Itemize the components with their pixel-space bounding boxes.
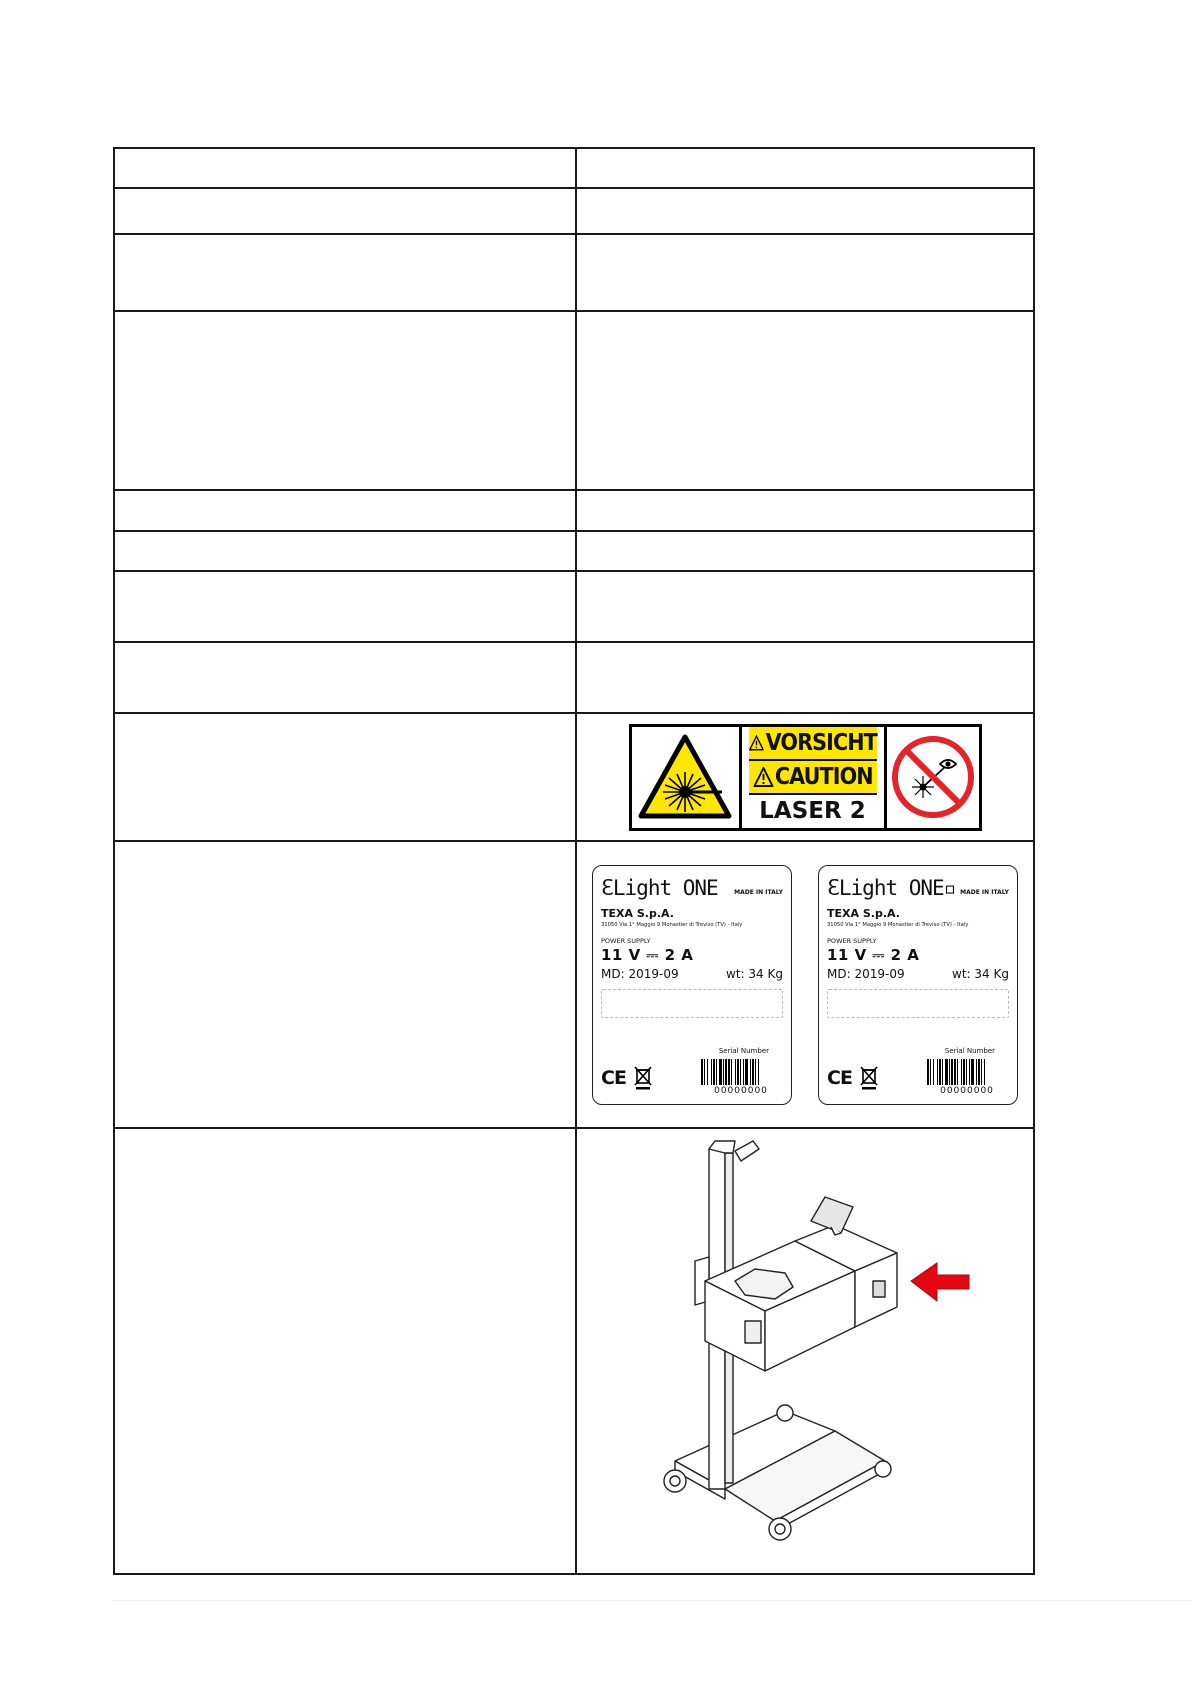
table-row <box>114 311 1034 490</box>
weight: wt: 34 Kg <box>952 966 1009 981</box>
laser-warning-sign <box>629 724 982 831</box>
table-cell <box>114 531 576 571</box>
table-row <box>114 234 1034 311</box>
table-row-rating-plates <box>114 841 1034 1128</box>
warning-band-caution <box>749 761 877 795</box>
warning-text: VORSICHT <box>765 729 877 756</box>
rating-plate <box>592 865 792 1105</box>
table-cell <box>114 571 576 642</box>
red-arrow-icon <box>911 1263 969 1301</box>
rating-plate <box>818 865 1018 1105</box>
table-row <box>114 531 1034 571</box>
power-supply-label: POWER SUPPLY <box>601 936 651 945</box>
power-rating: 11 V ⎓ 2 A <box>601 945 694 964</box>
table-cell <box>576 490 1034 531</box>
weight: wt: 34 Kg <box>726 966 783 981</box>
brand-logo: ℇLight ONE▫ <box>827 875 956 900</box>
ce-mark: CE <box>601 1066 626 1089</box>
table-row <box>114 571 1034 642</box>
manufacture-date: MD: 2019-09 <box>827 966 905 981</box>
table-row <box>114 148 1034 188</box>
barcode <box>927 1059 1007 1085</box>
table-row <box>114 490 1034 531</box>
warning-band-vorsicht <box>749 727 877 761</box>
weee-bin-icon <box>860 1066 878 1090</box>
table-cell <box>576 642 1034 713</box>
company-name: TEXA S.p.A. <box>827 906 900 920</box>
company-name: TEXA S.p.A. <box>601 906 674 920</box>
weee-bin-icon <box>634 1066 652 1090</box>
document-table <box>113 147 1035 1575</box>
power-rating: 11 V ⎓ 2 A <box>827 945 920 964</box>
serial-number-value: 00000000 <box>940 1085 994 1096</box>
table-cell <box>114 311 576 490</box>
table-cell <box>576 531 1034 571</box>
table-row <box>114 642 1034 713</box>
no-staring-into-beam-icon <box>890 734 976 820</box>
laser-class-label: LASER 2 <box>759 798 866 824</box>
serial-number-label: Serial Number <box>944 1046 995 1055</box>
warning-text: CAUTION <box>774 763 873 790</box>
table-row <box>114 188 1034 234</box>
laser-sign-cell <box>576 713 1034 841</box>
table-cell <box>114 490 576 531</box>
brand-logo: ℇLight ONE <box>601 875 718 900</box>
page-footer-rule <box>113 1600 1191 1601</box>
company-address: 31050 Via 1° Maggio 9 Monastier di Treviso (TV) - Italy <box>601 921 743 928</box>
table-row-device-illustration <box>114 1128 1034 1574</box>
table-cell <box>114 148 576 188</box>
blank-field <box>827 989 1009 1018</box>
table-cell <box>114 713 576 841</box>
made-in-label: MADE IN ITALY <box>960 888 1009 896</box>
warning-triangle-icon <box>753 767 773 787</box>
made-in-label: MADE IN ITALY <box>734 888 783 896</box>
table-cell <box>576 571 1034 642</box>
table-row-laser-sign <box>114 713 1034 841</box>
table-cell <box>576 234 1034 311</box>
rating-plates-cell <box>576 841 1034 1128</box>
serial-number-value: 00000000 <box>714 1085 768 1096</box>
laser-hazard-icon <box>638 734 732 820</box>
table-cell <box>114 841 576 1128</box>
table-cell <box>114 234 576 311</box>
device-illustration-cell <box>576 1128 1034 1574</box>
table-cell <box>114 188 576 234</box>
table-cell <box>114 1128 576 1574</box>
table-cell <box>576 148 1034 188</box>
manufacture-date: MD: 2019-09 <box>601 966 679 981</box>
blank-field <box>601 989 783 1018</box>
serial-number-label: Serial Number <box>718 1046 769 1055</box>
table-cell <box>576 188 1034 234</box>
warning-triangle-icon <box>749 733 764 753</box>
table-cell <box>576 311 1034 490</box>
power-supply-label: POWER SUPPLY <box>827 936 877 945</box>
ce-mark: CE <box>827 1066 852 1089</box>
company-address: 31050 Via 1° Maggio 9 Monastier di Treviso (TV) - Italy <box>827 921 969 928</box>
headlight-tester-illustration <box>635 1131 975 1571</box>
table-cell <box>114 642 576 713</box>
barcode <box>701 1059 781 1085</box>
